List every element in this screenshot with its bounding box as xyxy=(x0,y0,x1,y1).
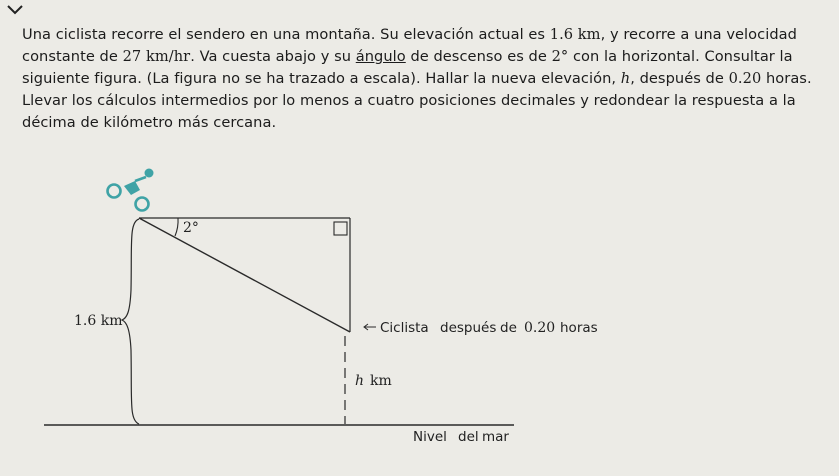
h-letter: h xyxy=(355,373,365,389)
angle-value: 2° xyxy=(551,48,569,65)
sea-level-nivel: Nivel xyxy=(413,429,447,445)
de-word: de xyxy=(500,320,517,336)
after-word: después xyxy=(440,320,497,336)
km-unit: km xyxy=(370,373,392,389)
time-label: 0.20 xyxy=(524,320,556,336)
elevation-brace xyxy=(122,219,139,424)
hours-word: horas xyxy=(560,320,598,336)
h-variable: h xyxy=(620,70,631,87)
sea-level-mar: mar xyxy=(482,429,509,445)
right-angle-marker xyxy=(334,222,347,235)
angle-arc xyxy=(175,218,178,236)
elevation-label: 1.6 km xyxy=(74,313,123,329)
cyclist-word: Ciclista xyxy=(380,320,429,336)
angle-label: 2° xyxy=(183,220,199,236)
cyclist-icon xyxy=(108,169,154,211)
speed-value: 27 km/hr xyxy=(122,48,191,65)
descent-path-line xyxy=(139,218,350,332)
angle-glossary-link[interactable]: ángulo xyxy=(355,48,406,65)
sea-level-del: del xyxy=(458,429,479,445)
problem-statement: Una ciclista recorre el sendero en una montaña. Su elevación actual es 1.6 km, y recorre a una velocidad constante de 27 km/hr. Va cuesta abajo y su ángulo de descenso es de 2° con la horizontal. Consultar la siguiente figura. (La figura no se ha trazado a escala). Hallar la nueva elevación, h, después de 0.20 horas. Llevar los cálculos intermedios por lo menos a cuatro posiciones decimales y redondear la respuesta a la décima de kilómetro más cercana. xyxy=(22,26,812,131)
time-value: 0.20 xyxy=(728,70,762,87)
elevation-value: 1.6 km xyxy=(549,26,601,43)
